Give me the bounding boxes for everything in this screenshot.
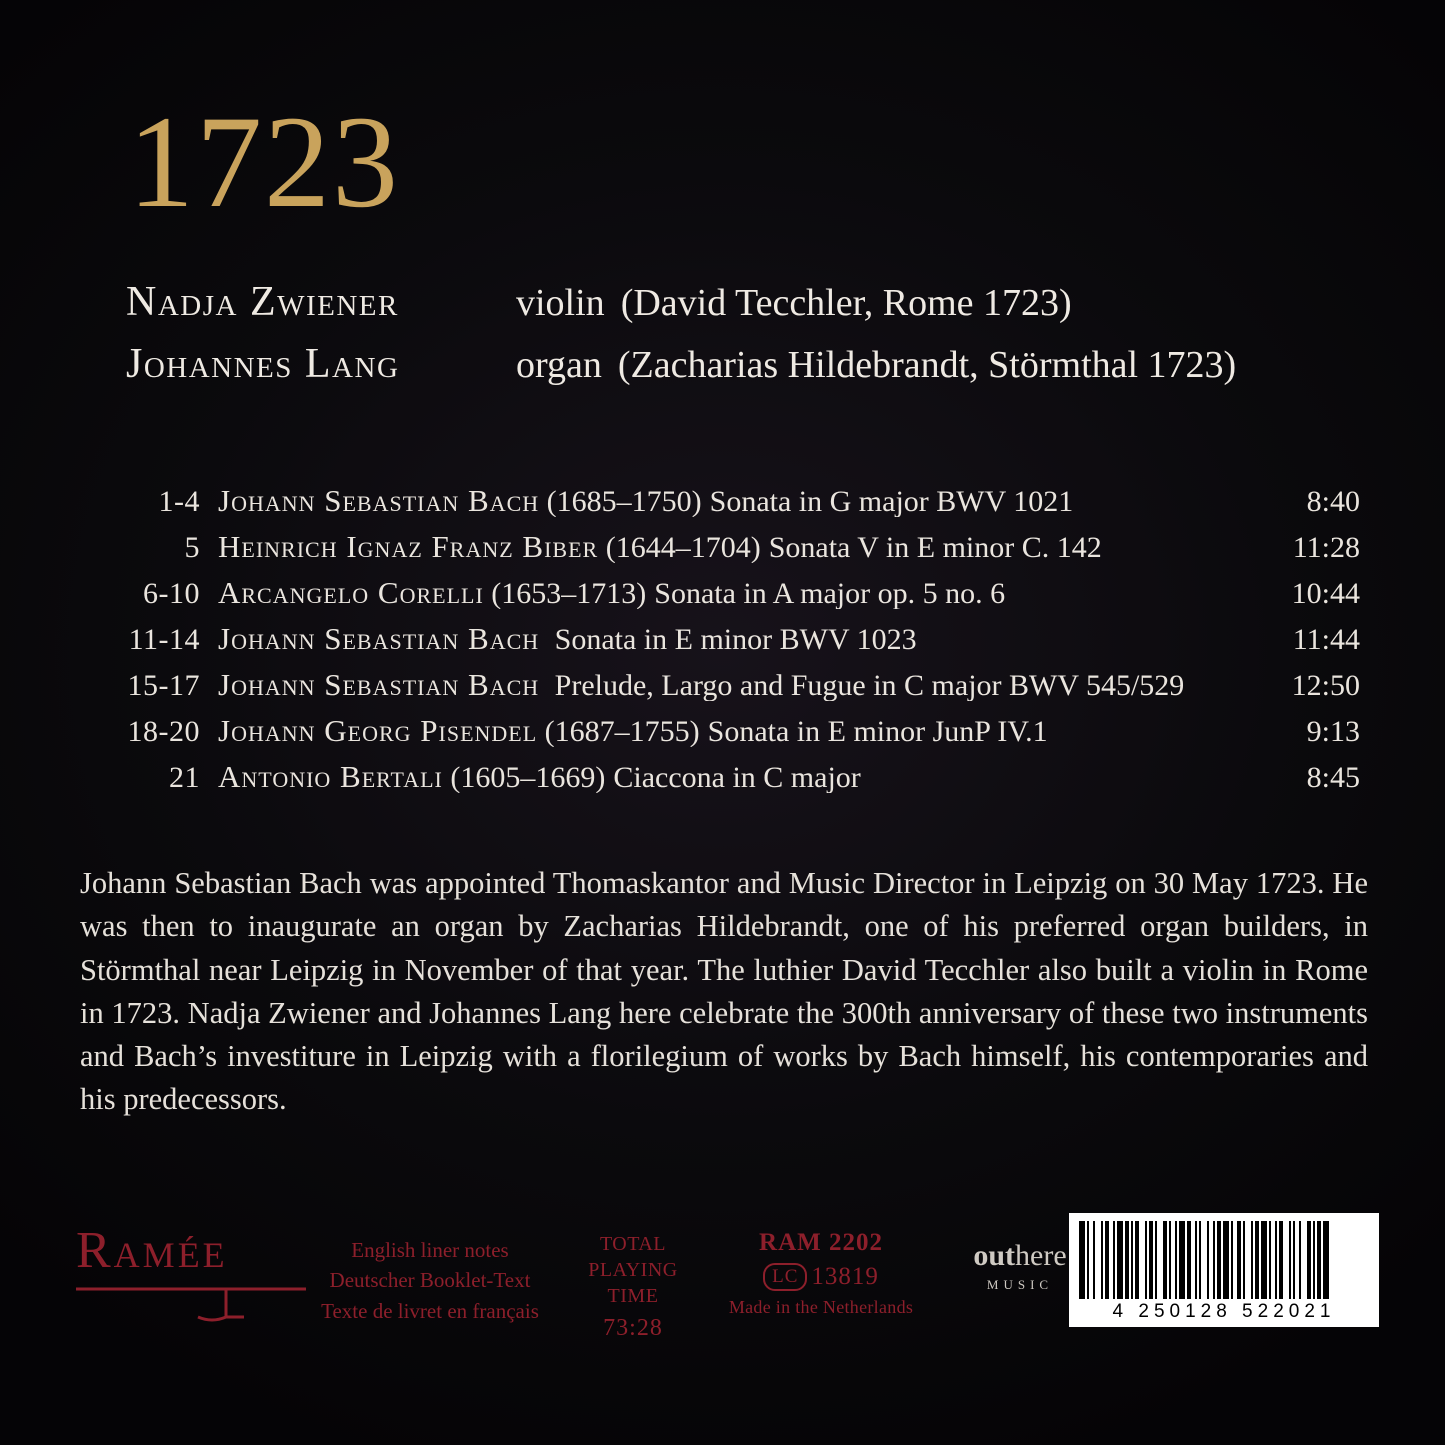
- barcode-number: 4 250128 522021: [1112, 1301, 1336, 1322]
- performer-row: [126, 278, 1376, 326]
- track-duration: 10:44: [1291, 577, 1360, 610]
- track-body: [218, 669, 1250, 701]
- track-body: [218, 485, 1250, 517]
- label-mark-icon: [76, 1283, 306, 1325]
- performer-instrument-detail: (Zacharias Hildebrandt, Störmthal 1723): [617, 344, 1237, 386]
- made-in-text: Made in the Netherlands: [728, 1297, 914, 1317]
- album-title: 1723: [128, 88, 400, 235]
- track-composer: Johann Sebastian Bach: [218, 669, 540, 701]
- label-logo: [76, 1222, 306, 1325]
- track-composer: Arcangelo Corelli: [218, 577, 484, 609]
- catalog-number: RAM 2202: [759, 1229, 883, 1256]
- track-composer-dates: (1685–1750): [546, 485, 702, 517]
- track-numbers: 1-4: [158, 485, 200, 518]
- track-duration: 8:45: [1306, 761, 1360, 794]
- distributor-subtitle: MUSIC: [986, 1277, 1054, 1292]
- track-composer: Antonio Bertali: [218, 761, 443, 793]
- track-work-title: Sonata V in E minor C. 142: [768, 531, 1102, 563]
- track-work-title: Sonata in G major BWV 1021: [709, 485, 1074, 517]
- track-numbers: 5: [184, 531, 200, 564]
- track-composer-dates: (1644–1704): [605, 531, 761, 563]
- track-row: [100, 524, 1360, 570]
- performer-name: Johannes Lang: [126, 341, 400, 387]
- barcode-bars: [1079, 1221, 1369, 1299]
- footer: [0, 1219, 1445, 1359]
- track-work-title: Sonata in E minor BWV 1023: [554, 623, 917, 655]
- track-numbers: 21: [169, 761, 200, 794]
- liner-note-german: Deutscher Booklet-Text: [329, 1268, 531, 1293]
- track-duration: 11:28: [1292, 531, 1360, 564]
- track-numbers: 11-14: [128, 623, 200, 656]
- track-composer: Heinrich Ignaz Franz Biber: [218, 531, 599, 563]
- performer-instrument-detail: (David Tecchler, Rome 1723): [620, 282, 1072, 324]
- lc-code: 13819: [811, 1263, 879, 1290]
- track-row: [100, 754, 1360, 800]
- track-composer-dates: (1653–1713): [491, 577, 647, 609]
- total-playing-time: [568, 1231, 698, 1344]
- track-work-title: Prelude, Largo and Fugue in C major BWV 545/529: [554, 669, 1185, 701]
- track-body: [218, 761, 1250, 793]
- track-composer-dates: (1605–1669): [450, 761, 606, 793]
- performers-list: [126, 278, 1376, 402]
- distributor-name-out: out: [973, 1239, 1016, 1272]
- track-body: [218, 531, 1250, 563]
- track-row: [100, 662, 1360, 708]
- track-body: [218, 577, 1250, 609]
- total-playing-time-label-line2: PLAYING: [588, 1259, 678, 1281]
- track-body: [218, 623, 1250, 655]
- track-numbers: 18-20: [127, 715, 200, 748]
- track-duration: 8:40: [1306, 485, 1360, 518]
- track-row: [100, 570, 1360, 616]
- track-duration: 12:50: [1291, 669, 1360, 702]
- track-row: [100, 478, 1360, 524]
- album-description: Johann Sebastian Bach was appointed Thomaskantor and Music Director in Leipzig on 30 May 1723. He was then to inaugurate an organ by Zacharias Hildebrandt, one of his preferred organ builders, in Störmthal near Leipzig in November of that year. The luthier David Tecchler also built a violin in Rome in 1723. Nadja Zwiener and Johannes Lang here celebrate the 300th anniversary of these two instruments and Bach’s investiture in Leipzig with a florilegium of works by Bach himself, his contemporaries and his predecessors.: [80, 866, 1368, 1117]
- performer-row: [126, 340, 1376, 388]
- lc-row: [706, 1263, 936, 1291]
- track-work-title: Ciaccona in C major: [613, 761, 861, 793]
- track-work-title: Sonata in E minor JunP IV.1: [707, 715, 1048, 747]
- liner-notes-languages: [310, 1235, 550, 1326]
- liner-note-french: Texte de livret en français: [321, 1298, 539, 1323]
- total-playing-time-value: 73:28: [603, 1315, 663, 1341]
- performer-name: Nadja Zwiener: [126, 279, 399, 325]
- track-row: [100, 708, 1360, 754]
- liner-note-english: English liner notes: [351, 1238, 509, 1262]
- track-body: [218, 715, 1250, 747]
- label-name: Ramée: [76, 1222, 228, 1279]
- track-composer-dates: (1687–1755): [544, 715, 700, 747]
- track-composer: Johann Sebastian Bach: [218, 623, 540, 655]
- lc-badge: LC: [763, 1263, 807, 1291]
- performer-role: organ: [516, 344, 602, 386]
- track-work-title: Sonata in A major op. 5 no. 6: [654, 577, 1006, 609]
- track-duration: 11:44: [1292, 623, 1360, 656]
- track-row: [100, 616, 1360, 662]
- track-list: [100, 478, 1360, 800]
- track-duration: 9:13: [1306, 715, 1360, 748]
- track-numbers: 15-17: [127, 669, 200, 702]
- total-playing-time-label-line1: TOTAL: [599, 1233, 667, 1255]
- track-composer: Johann Georg Pisendel: [218, 715, 538, 747]
- distributor-name-here: here: [1015, 1239, 1067, 1272]
- track-numbers: 6-10: [143, 577, 200, 610]
- barcode: [1069, 1213, 1379, 1327]
- track-composer: Johann Sebastian Bach: [218, 485, 540, 517]
- total-playing-time-label-line3: TIME: [607, 1285, 659, 1307]
- catalog-block: [706, 1229, 936, 1318]
- performer-role: violin: [516, 282, 605, 324]
